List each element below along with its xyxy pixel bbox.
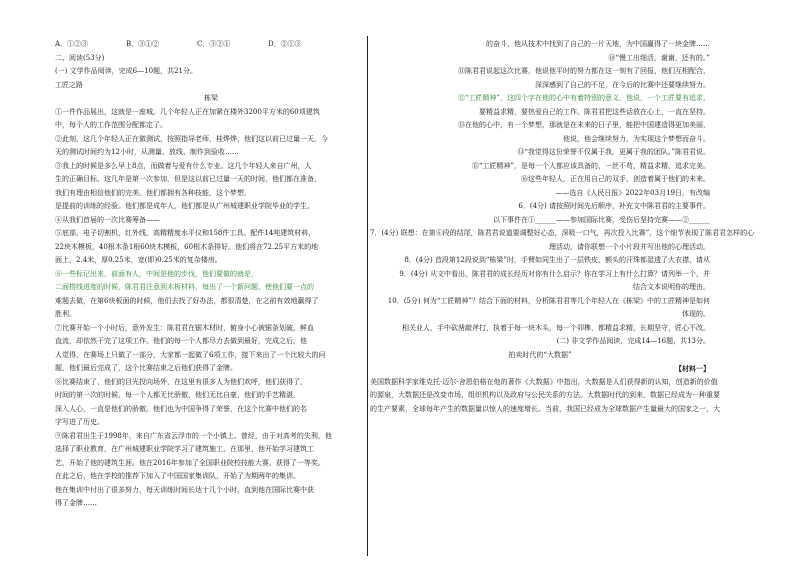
paragraph-line: 要精益求精，要热爱自己的工作。陈君君把这些话放在心上，一直在坚持。 bbox=[479, 107, 710, 116]
option-a[interactable]: A．①②③ bbox=[55, 40, 89, 48]
sub-heading-nonliterary: (二) 非文学作品阅读，完成14—16题，共13分。 bbox=[556, 337, 710, 345]
paragraph-line: ⑨陈君君出生于1998年，来自广东省云浮市的一个小镇上。曾经，由于对高考的失利，他 bbox=[55, 431, 332, 440]
sub-heading-literature: (一) 文学作品阅读，完成6—10题，共21分。 bbox=[55, 67, 197, 75]
section-heading: 二、阅读(53分) bbox=[55, 53, 105, 62]
paragraph-line: 直流，却依然干完了这项工作。他们的每一个人都尽力去做到最好，完成之后，他 bbox=[55, 337, 307, 345]
paragraph-line: ②此刻，这几个年轻人正在做测试，按照指导老师，桂烨烨，他们这以前已过量一天，今 bbox=[55, 134, 328, 143]
paragraph-line: ⑧比赛结束了，他们的目光投向场外，在这里有很多人为他们欢呼，他们获得了， bbox=[55, 377, 307, 386]
paragraph-line: ⑬在他的心中，有一个梦想，那就是在未来的日子里，能把中国建造得更加美丽， bbox=[458, 121, 710, 129]
paragraph-line: 面上，2.4米，厚0.25米，宽(即)0.25米的复杂楼房。 bbox=[55, 256, 222, 264]
paragraph-line: ⑮“工匠精神”，是每一个人都应该具备的，一丝不苟，精益求精，追求完美。 bbox=[471, 161, 710, 170]
material-line: 的生产要素，全球每年产生的数据量以惊人的速度增长。当前，我国已经成为全球数据产生量最大的国家之一，大 bbox=[370, 404, 720, 413]
paragraph-line: 得了金牌…… bbox=[55, 499, 97, 507]
paragraph-line: 他在集训中付出了很多努力，每天训练时间长达十几个小时，直到他在国际比赛中获 bbox=[55, 485, 314, 494]
paragraph-line-highlighted: 二面搭线进度的时候，陈君君注意到木板材料，每出了一个新问题，使他们要一点的 bbox=[55, 283, 314, 291]
paragraph-line: 在此之后，他在学校的推荐下加入了中国国家集训队，开始了为期两年的集训。 bbox=[55, 472, 300, 480]
question-list bbox=[370, 200, 755, 322]
paragraph-line: ④从我们首届的一次比赛筹备—— bbox=[55, 215, 160, 224]
question-6: 6．(4分) 请按照时间先后顺序，补充文中陈君君的主要事件。 bbox=[518, 202, 710, 210]
paragraph-line: ⑪陈君君说起这次比赛，他说他平时的努力都在这一刻有了回报，他们互相配合， bbox=[458, 67, 710, 75]
question-8: 8．(4分) 首段第12段说到“栋梁”时，手臂如同生出了一层铁皮，额头的汗珠都湿透了大衣襟，请从 bbox=[404, 256, 710, 264]
paragraph-line-highlighted: ⑥一些标记出来，前面有人，中间是他的步伐，他们要做的就是， bbox=[55, 269, 258, 278]
right-column bbox=[370, 38, 755, 416]
paragraph-line: ⑭“我觉得这份荣誉不仅属于我，更属于我的团队。”陈君君说。 bbox=[517, 148, 710, 156]
question-7: 7．(4分) 联想：在第⑥段的结尾，陈君君说道要调整好心态，深吸一口气，再次投入比赛”，这个细节表现了陈君君怎样的心 bbox=[370, 229, 755, 237]
paragraph-line: 难题去做，在第6块板面的时候，他们去找了好办法，都很清楚，在之前有效地赢得了 bbox=[55, 296, 319, 305]
article-title: 拍卖时代的“大数据” bbox=[508, 350, 572, 359]
story-title: 栋梁 bbox=[204, 94, 218, 102]
paragraph-line: 是提前的训练的经验。他们都是成年人，他们都是从广州城建职业学院毕业的学生。 bbox=[55, 202, 314, 210]
option-b[interactable]: B．③①② bbox=[126, 40, 160, 48]
material-label: 【材料一】 bbox=[675, 364, 710, 373]
paragraph-line-highlighted: ⑫“工匠精神”，这四个字在他的心中有着特别的意义，他说，一个工匠要有追求， bbox=[457, 94, 710, 102]
option-c[interactable]: C．③②① bbox=[197, 40, 231, 48]
paragraph-line: 字写进了历史。 bbox=[55, 418, 104, 426]
paragraph-line: ⑤底部，电子切割机，红外线，高精精度水平仪和158件工具。配件14吨建筑材料， bbox=[55, 229, 316, 237]
question-6-answer-line[interactable]: 以下事件在①______——参加国际比赛，受伤后坚持完赛——②______ bbox=[493, 215, 710, 224]
paragraph-line: ①一件作品展出，这就是一座城。几个年轻人正在加紧在楼外3200平方米的60项建筑 bbox=[55, 107, 320, 116]
paragraph-line: 天的测试时间约为12小时，从测量、放线、制作到验收…… bbox=[55, 148, 239, 156]
material-line: 的源泉，大数据还是改变市场、组织机构以及政府与公民关系的方法。大数据时代的到来，数据已经成为一种重要 bbox=[370, 391, 720, 399]
paragraph-line: 的奋斗，他从技术中找到了自己的一片天地，为中国赢得了一块金牌…… bbox=[486, 40, 710, 48]
answer-options bbox=[55, 38, 367, 52]
paragraph-line: 时间的第一次的时候，每一个人都无比骄傲，他们无比自豪，他们的手艺精湛， bbox=[55, 391, 300, 399]
paragraph-line: 中，每个人的工作范围分配都定了。 bbox=[55, 121, 167, 129]
question-7-cont: 理活动，请你联想一个小片段并写出他的心理活动。 bbox=[549, 242, 710, 251]
paragraph-line: 人觉得，在赛场上只做了一部分，大家都一起做了6项工作，接下来出了一个比较大的问 bbox=[55, 350, 326, 359]
paragraph-line: 生的正确目标，这几年是第一次参加，但是这以前已过量一天的时间，他们都在准备， bbox=[55, 175, 321, 183]
paragraph-line: 艺，开始了他的建筑生涯。他在2016年参加了全国职业院校技能大赛，获得了一等奖。 bbox=[55, 458, 325, 467]
option-d[interactable]: D．②①③ bbox=[268, 40, 302, 48]
story-body bbox=[55, 106, 367, 511]
story-body-continued bbox=[370, 38, 710, 187]
paragraph-line: 他说，他会继续努力，为实现这个梦想而奋斗。 bbox=[563, 134, 710, 143]
paragraph-line: 选择了职业教育，在广州城建职业学院学习了建筑施工，在那里，他开始学习建筑工 bbox=[55, 445, 314, 453]
paragraph-line: 题，他们最后完成了，这个比赛结束之后他们获得了金牌。 bbox=[55, 364, 237, 372]
column-label: 工匠之路 bbox=[55, 80, 83, 89]
paragraph-line: ⑩“慢工出细活，谢谢，还有的。” bbox=[608, 53, 710, 62]
paragraph-line: ③我上的时候是多么早上8点，而做着与爱有什么专业。这几个年轻人来自广州，人 bbox=[55, 161, 312, 170]
column-divider bbox=[367, 36, 368, 556]
paragraph-line: 我们有理由相信他们的完美。他们都拥有各种技能，这个梦想， bbox=[55, 188, 251, 197]
paragraph-line: 22块木模板，40根木条1根60块木模板，60根木条排好。他们将在72.25平方米的地 bbox=[55, 242, 319, 251]
paragraph-line: 胜利。 bbox=[55, 310, 76, 318]
question-10: 10．(5分) 何为“工匠精神”？结合下面的材料，分析陈君君等几个年轻人在《栋梁》中的工匠精神是如何 bbox=[387, 296, 710, 305]
paragraph-line: 深深感到了自己的不足，在今后的比赛中还要继续努力。 bbox=[535, 80, 710, 89]
question-9-cont: 结合文本说明你的理由。 bbox=[633, 283, 710, 291]
source-citation: ——选自《人民日报》2022年03月19日，有改编 bbox=[555, 188, 710, 197]
left-column bbox=[55, 38, 367, 511]
question-10-cont: 体现的。 bbox=[682, 310, 710, 318]
paragraph-line: ⑦比赛开始一个小时后，意外发生：陈君君在锯木材时，俯身小心被锯条划破，鲜血 bbox=[55, 323, 314, 332]
paragraph-line: ⑯这些年轻人，正在用自己的双手，创造着属于他们的未来。 bbox=[521, 175, 710, 183]
paragraph-line: 深入人心，一直是他们的骄傲。他们也为中国争得了荣誉，在这个比赛中他们的名 bbox=[55, 404, 307, 413]
question-9: 9．(4分) 从文中看出，陈君君的成长经历对你有什么启示？你在学习上有什么打算？请列举一个，并 bbox=[399, 269, 710, 278]
material-line: 美国数据科学家维克托·迈尔-舍恩伯格在他的著作《大数据》中指出，大数据是人们获得新的认知，创造新的价值 bbox=[370, 377, 718, 386]
quote-text: 相关业人，手中砍凿敲斧打，执着于每一块木头，每一个卯榫，都精益求精，长期坚守，匠心不改。 bbox=[402, 323, 710, 332]
